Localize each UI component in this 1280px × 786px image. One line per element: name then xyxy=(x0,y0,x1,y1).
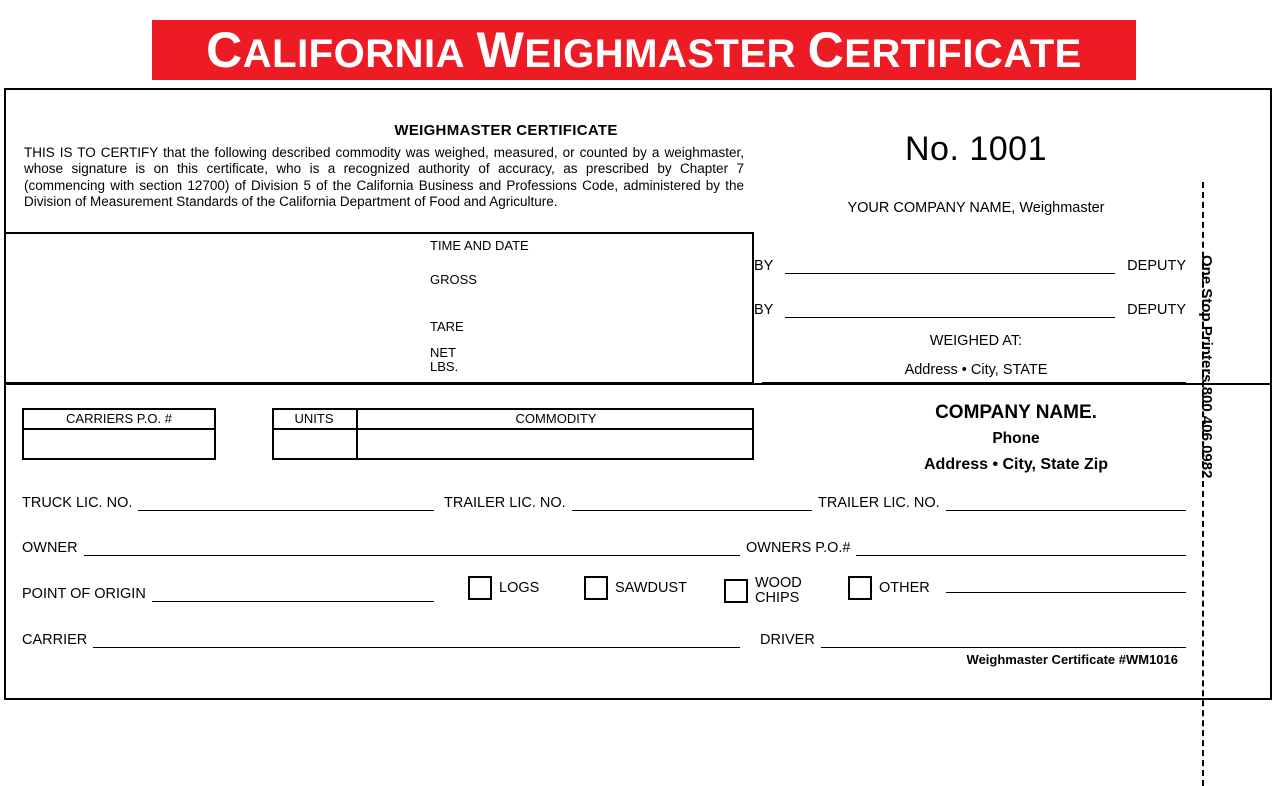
checkbox-group-wood-chips[interactable] xyxy=(724,576,802,606)
gross-label: GROSS xyxy=(430,272,477,287)
checkbox-group-logs[interactable] xyxy=(468,576,539,600)
deputy-label-2: DEPUTY xyxy=(1127,302,1186,318)
owner-field xyxy=(22,540,740,556)
weighed-at-address: Address • City, STATE xyxy=(904,362,1048,378)
checkbox-wood-chips-label-line1: WOOD xyxy=(755,575,802,591)
certificate-number: No. 1001 xyxy=(905,130,1047,168)
lbs-label: LBS. xyxy=(430,359,459,374)
commodity-header: COMMODITY xyxy=(358,408,754,430)
tare-label: TARE xyxy=(430,319,464,334)
by-label-2: BY xyxy=(754,302,774,318)
weights-box[interactable] xyxy=(4,232,754,384)
checkbox-other-input[interactable] xyxy=(946,592,1186,593)
weighed-at-label: WEIGHED AT: xyxy=(929,333,1023,349)
checkbox-logs-label: LOGS xyxy=(499,580,540,596)
company-weighmaster-label: YOUR COMPANY NAME, Weighmaster xyxy=(847,200,1105,216)
carrier-input[interactable] xyxy=(93,634,740,648)
point-of-origin-field xyxy=(22,586,434,602)
checkbox-sawdust[interactable] xyxy=(584,576,608,600)
certificate-body-text: THIS IS TO CERTIFY that the following described commodity was weighed, measured, or counted by a weighmaster, whose signature is on this certificate, who is a recognized authority of accuracy, as prescribed by Chapter 7 (commencing with section 12700) of Division 5 of the California Business and Professions Code, administered by the Division of Measurement Standards of the California Department of Food and Agriculture. xyxy=(24,145,744,210)
truck-lic-label: TRUCK LIC. NO. xyxy=(22,495,133,511)
units-header: UNITS xyxy=(272,408,358,430)
point-of-origin-label: POINT OF ORIGIN xyxy=(22,586,146,602)
title-rest-california: ALIFORNIA xyxy=(242,32,466,76)
trailer-lic-input-2[interactable] xyxy=(946,497,1186,511)
driver-field xyxy=(760,632,1186,648)
form-outer-box xyxy=(4,88,1272,700)
deputy-signature-line-1[interactable] xyxy=(785,259,1115,274)
signature-row-2 xyxy=(754,302,1186,318)
owners-po-field xyxy=(746,540,1186,556)
certificate-heading: WEIGHMASTER CERTIFICATE xyxy=(394,122,618,139)
trailer-lic-field-2 xyxy=(818,495,1186,511)
driver-input[interactable] xyxy=(821,634,1186,648)
units-commodity-divider xyxy=(356,430,358,460)
checkbox-group-sawdust[interactable] xyxy=(584,576,687,600)
carriers-po-header: CARRIERS P.O. # xyxy=(22,408,216,430)
trailer-lic-label-1: TRAILER LIC. NO. xyxy=(444,495,566,511)
owners-po-label: OWNERS P.O.# xyxy=(746,540,851,556)
trailer-lic-field-1 xyxy=(444,495,812,511)
title-cap-california: C xyxy=(206,22,243,78)
owner-input[interactable] xyxy=(84,542,740,556)
page-title xyxy=(206,22,1082,78)
checkbox-wood-chips[interactable] xyxy=(724,579,748,603)
checkbox-wood-chips-label-line2: CHIPS xyxy=(755,590,800,607)
by-label-1: BY xyxy=(754,258,774,274)
carrier-label: CARRIER xyxy=(22,632,88,648)
owners-po-input[interactable] xyxy=(856,542,1186,556)
signature-row-1 xyxy=(754,258,1186,274)
company-phone: Phone xyxy=(992,430,1040,447)
trailer-lic-label-2: TRAILER LIC. NO. xyxy=(818,495,940,511)
checkbox-group-other[interactable] xyxy=(848,576,930,600)
point-of-origin-input[interactable] xyxy=(152,588,434,602)
checkbox-other-label: OTHER xyxy=(879,580,930,596)
checkbox-other[interactable] xyxy=(848,576,872,600)
checkbox-wood-chips-label xyxy=(755,576,802,606)
footer-note: Weighmaster Certificate #WM1016 xyxy=(966,652,1178,667)
checkbox-sawdust-label: SAWDUST xyxy=(615,580,687,596)
time-and-date-label: TIME AND DATE xyxy=(430,238,529,253)
title-banner xyxy=(152,20,1136,80)
carrier-field xyxy=(22,632,740,648)
truck-lic-field xyxy=(22,495,434,511)
section-divider xyxy=(4,383,1270,385)
checkbox-logs[interactable] xyxy=(468,576,492,600)
company-name: COMPANY NAME. xyxy=(935,402,1097,423)
title-rest-certificate: ERTIFICATE xyxy=(844,32,1082,76)
net-label: NET xyxy=(430,345,456,360)
title-rest-weighmaster: EIGHMASTER xyxy=(524,32,797,76)
title-cap-certificate: C xyxy=(807,22,845,78)
driver-label: DRIVER xyxy=(760,632,815,648)
title-cap-weighmaster: W xyxy=(476,22,525,78)
company-address: Address • City, State Zip xyxy=(923,456,1108,473)
printer-credit: One Stop Printers 800.406.0982 xyxy=(1198,255,1215,479)
trailer-lic-input-1[interactable] xyxy=(572,497,812,511)
deputy-label-1: DEPUTY xyxy=(1127,258,1186,274)
deputy-signature-line-2[interactable] xyxy=(785,303,1115,318)
owner-label: OWNER xyxy=(22,540,78,556)
truck-lic-input[interactable] xyxy=(138,497,434,511)
